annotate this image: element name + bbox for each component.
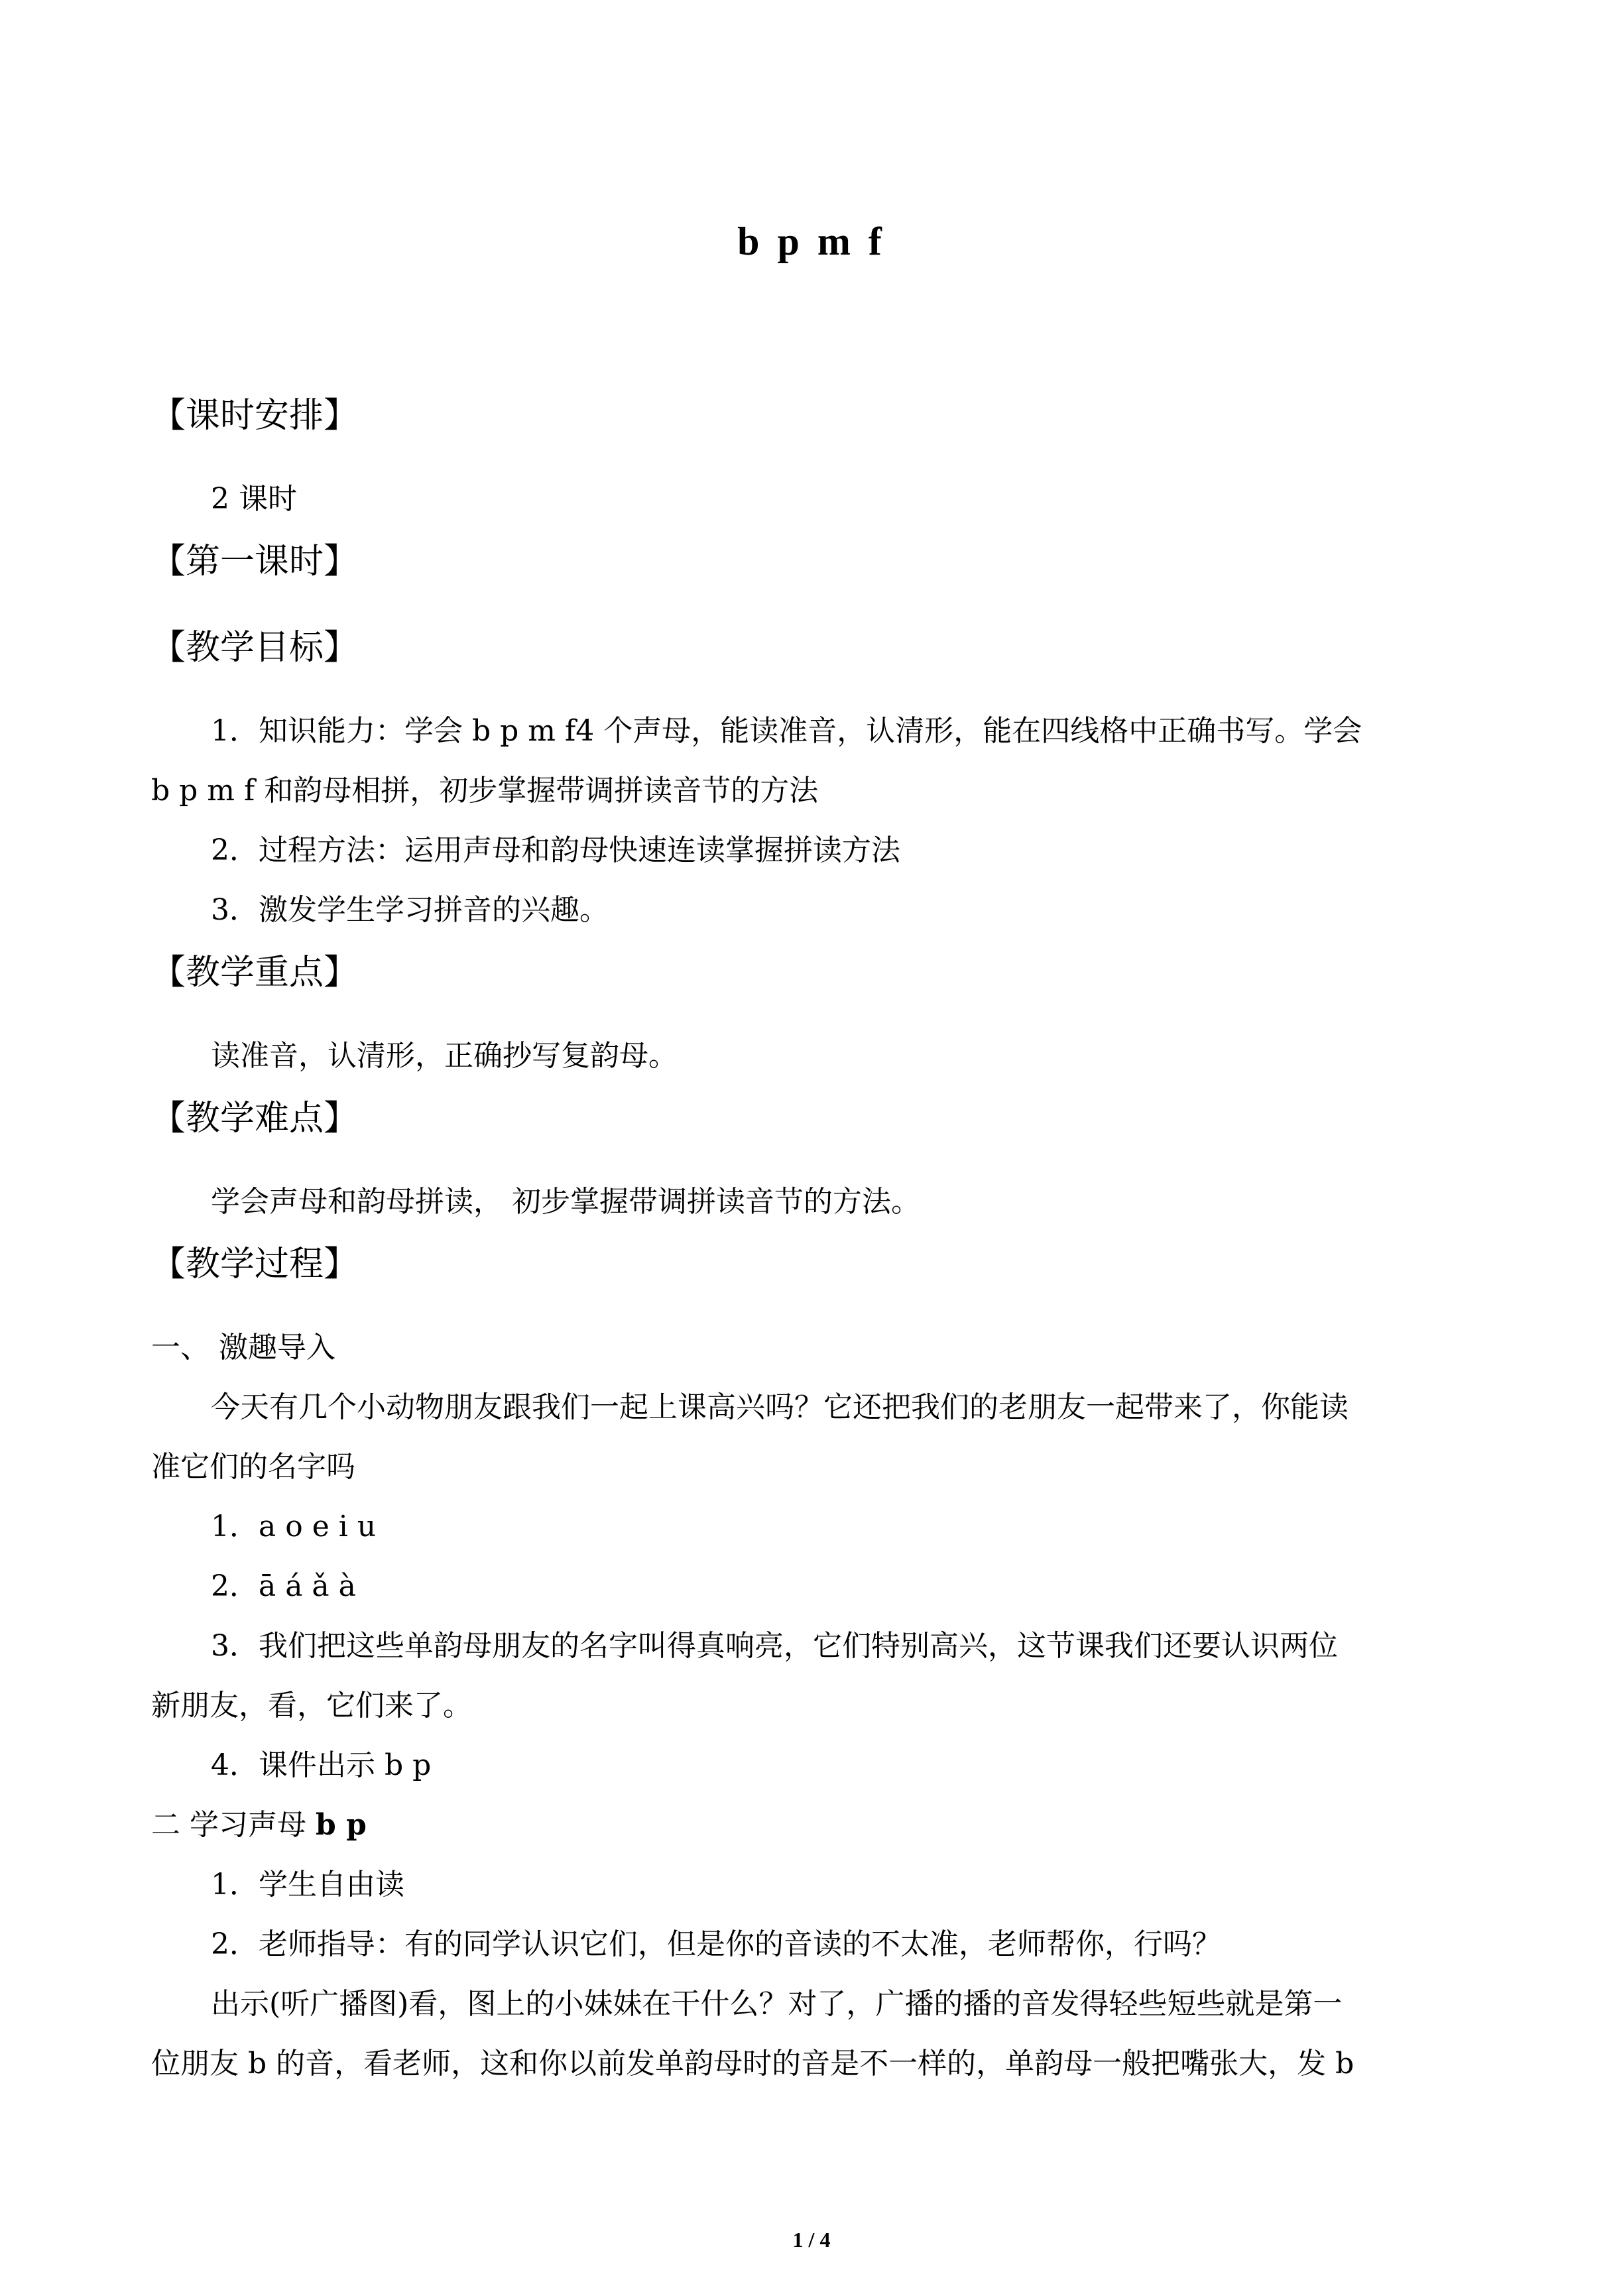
step-2-heading — [151, 1795, 1484, 1855]
step-2-item-1: 1．学生自由读 — [211, 1868, 404, 1902]
heading-schedule: 【课时安排】 — [151, 396, 359, 436]
heading-difficulties: 【教学难点】 — [151, 1099, 359, 1138]
document-title: b p m f — [737, 219, 886, 263]
step-1-heading: 一、 激趣导入 — [151, 1331, 335, 1364]
heading-goals: 【教学目标】 — [151, 628, 359, 668]
heading-first-lesson: 【第一课时】 — [151, 542, 359, 581]
step-2-para-line-2: 位朋友 b 的音，看老师，这和你以前发单韵母时的音是不一样的，单韵母一般把嘴张大，发 b — [151, 2047, 1354, 2081]
step-1-para-line-2: 准它们的名字吗 — [151, 1450, 355, 1484]
goal-1-line-2: b p m f 和韵母相拼，初步掌握带调拼读音节的方法 — [151, 774, 819, 808]
step-1-item-3-line-2: 新朋友，看，它们来了。 — [151, 1689, 472, 1722]
step-1-item-3-line-1: 3．我们把这些单韵母朋友的名字叫得真响亮，它们特别高兴，这节课我们还要认识两位 — [211, 1629, 1338, 1663]
heading-key-points: 【教学重点】 — [151, 953, 359, 993]
step-2-para-line-1: 出示(听广播图)看，图上的小妹妹在干什么？对了，广播的播的音发得轻些短些就是第一 — [211, 1987, 1343, 2021]
goal-3: 3．激发学生学习拼音的兴趣。 — [211, 893, 609, 927]
page-number: 1 / 4 — [792, 2228, 831, 2252]
step-2-heading-bold: b p — [315, 1808, 367, 1842]
step-2-heading-prefix: 二 学习声母 — [151, 1808, 316, 1842]
step-1-item-4: 4．课件出示 b p — [211, 1748, 432, 1782]
key-points-text: 读准音，认清形，正确抄写复韵母。 — [211, 1039, 678, 1073]
step-1-item-1: 1．a o e i u — [211, 1510, 377, 1543]
heading-process: 【教学过程】 — [151, 1244, 359, 1284]
schedule-text: 2 课时 — [211, 482, 297, 516]
goal-1-line-1: 1．知识能力：学会 b p m f4 个声母，能读准音，认清形，能在四线格中正确书写。学会 — [211, 714, 1362, 748]
step-2-item-2: 2．老师指导：有的同学认识它们，但是你的音读的不太准，老师帮你，行吗？ — [211, 1927, 1221, 1961]
step-1-para-line-1: 今天有几个小动物朋友跟我们一起上课高兴吗？它还把我们的老朋友一起带来了，你能读 — [211, 1390, 1349, 1424]
difficulties-text: 学会声母和韵母拼读， 初步掌握带调拼读音节的方法。 — [211, 1185, 920, 1219]
goal-2: 2．过程方法：运用声母和韵母快速连读掌握拼读方法 — [211, 833, 900, 867]
step-1-item-2: 2．ā á ǎ à — [211, 1569, 356, 1603]
